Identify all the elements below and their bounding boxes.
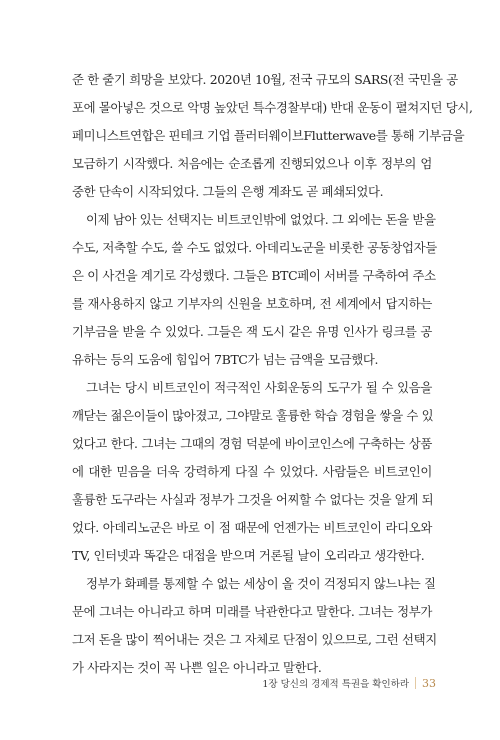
text-line: 기부금을 받을 수 있었다. 그들은 잭 도시 같은 유명 인사가 링크를 공 bbox=[72, 324, 432, 339]
chapter-title: 1장 당신의 경제적 특권을 확인하라 bbox=[262, 679, 409, 690]
text-line: 었다고 한다. 그녀는 그때의 경험 덕분에 바이코인스에 구축하는 상품 bbox=[72, 436, 432, 451]
text-line: 준 한 줄기 희망을 보았다. 2020년 10월, 전국 규모의 SARS(전 국민을 공 bbox=[72, 72, 458, 87]
text-line: 페미니스트연합은 핀테크 기업 플러터웨이브Flutterwave를 통해 기부금을 bbox=[72, 128, 465, 143]
text-line: 그녀는 당시 비트코인이 적극적인 사회운동의 도구가 될 수 있음을 bbox=[86, 380, 432, 395]
text-line: 은 이 사건을 계기로 각성했다. 그들은 BTC페이 서버를 구축하여 주소 bbox=[72, 268, 436, 283]
footer-separator bbox=[415, 677, 416, 689]
page-body bbox=[72, 66, 473, 682]
text-line: 포에 몰아넣은 것으로 악명 높았던 특수경찰부대) 반대 운동이 펼쳐지던 당시, bbox=[72, 100, 473, 115]
text-line: 었다. 아데리노군은 바로 이 점 때문에 언젠가는 비트코인이 라디오와 bbox=[72, 520, 432, 535]
text-line: 가 사라지는 것이 꼭 나쁜 일은 아니라고 말한다. bbox=[72, 660, 322, 675]
text-line: TV, 인터넷과 똑같은 대접을 받으며 거론될 날이 오리라고 생각한다. bbox=[72, 548, 425, 563]
text-line: 깨닫는 젊은이들이 많아졌고, 그야말로 훌륭한 학습 경험을 쌓을 수 있 bbox=[72, 408, 434, 423]
text-line: 수도, 저축할 수도, 쓸 수도 없었다. 아데리노군을 비롯한 공동창업자들 bbox=[72, 240, 437, 255]
text-line: 에 대한 믿음을 더욱 강력하게 다질 수 있었다. 사람들은 비트코인이 bbox=[72, 464, 432, 479]
text-line: 문에 그녀는 아니라고 하며 미래를 낙관한다고 말한다. 그녀는 정부가 bbox=[72, 604, 432, 619]
text-line: 유하는 등의 도움에 힘입어 7BTC가 넘는 금액을 모금했다. bbox=[72, 352, 379, 367]
page-footer bbox=[262, 676, 436, 690]
text-line: 그저 돈을 많이 찍어내는 것은 그 자체로 단점이 있으므로, 그런 선택지 bbox=[72, 632, 437, 647]
text-line: 중한 단속이 시작되었다. 그들의 은행 계좌도 곧 폐쇄되었다. bbox=[72, 184, 384, 199]
text-line: 훌륭한 도구라는 사실과 정부가 그것을 어찌할 수 없다는 것을 알게 되 bbox=[72, 492, 434, 507]
text-line: 를 재사용하지 않고 기부자의 신원을 보호하며, 전 세계에서 답지하는 bbox=[72, 296, 432, 311]
text-line: 정부가 화폐를 통제할 수 없는 세상이 올 것이 걱정되지 않느냐는 질 bbox=[86, 576, 436, 591]
text-line: 모금하기 시작했다. 처음에는 순조롭게 진행되었으나 이후 정부의 엄 bbox=[72, 156, 432, 171]
page-number: 33 bbox=[422, 676, 436, 690]
text-line: 이제 남아 있는 선택지는 비트코인밖에 없었다. 그 외에는 돈을 받을 bbox=[86, 212, 436, 227]
